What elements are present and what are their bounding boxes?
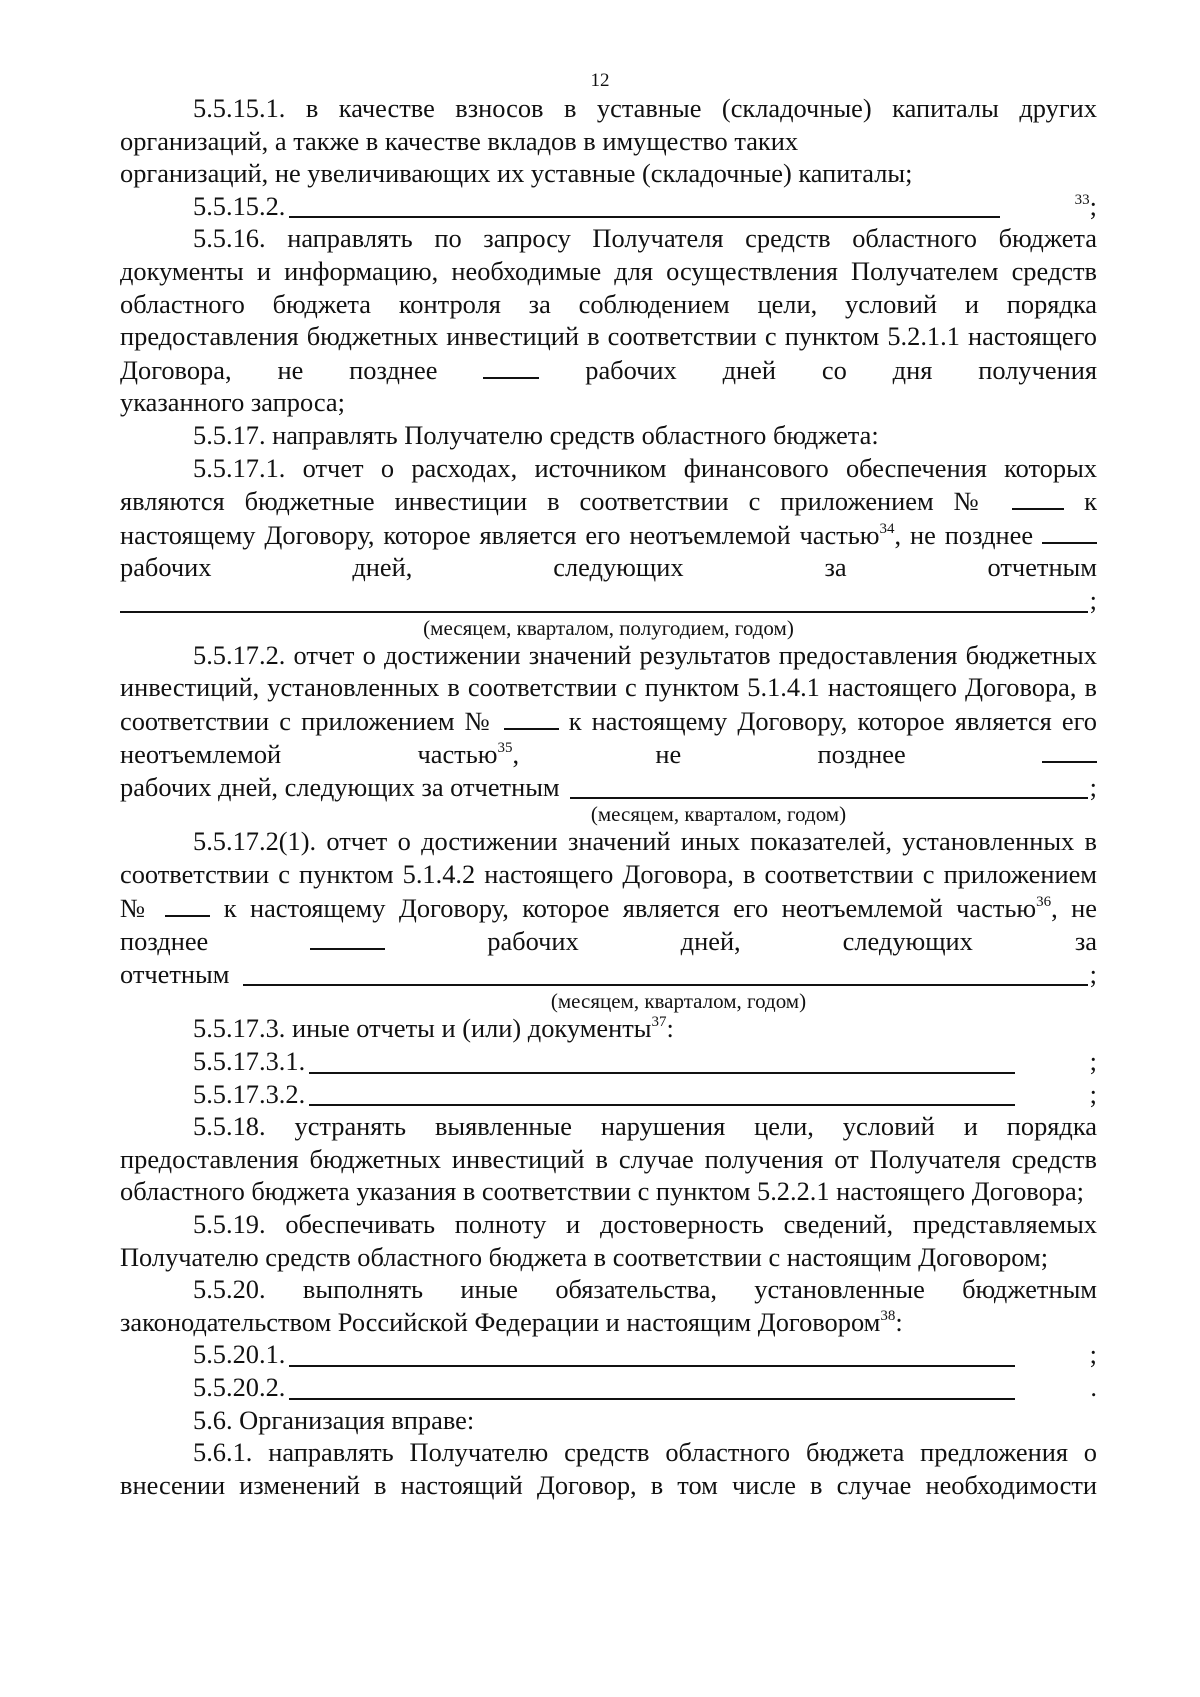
clause-5-5-17-3-2: 5.5.17.3.2. ; [193, 1078, 1097, 1109]
clause-5-5-17-1-period: ; [120, 584, 1097, 617]
clause-5-5-17: 5.5.17. направлять Получателю средств областного бюджета: [193, 419, 879, 450]
page-number: 12 [590, 70, 610, 91]
clause-5-5-17-1: 5.5.17.1. отчет о расходах, источником финансового обеспечения которых являются бюджетные инвестиции в соответствии с приложением № к настоящему Договору, которое является его неотъемлемой частью$^{34}$, не позднее рабочих дней, следующих за отчетным [120, 452, 1097, 583]
clause-5-5-17-2-1: 5.5.17.2(1). отчет о достижении значений иных показателей, установленных в соответствии с пунктом 5.1.4.2 настоящего Договора, в соответствии с приложением № к настоящему Договору, которое является его неотъемлемой частью$^{36}$, не позднее рабочих дней, следующих за [120, 826, 1097, 957]
footnote-ref: 35 [497, 740, 513, 757]
caption-period: (месяцем, кварталом, полугодием, годом) [423, 615, 794, 640]
clause-5-5-17-2-period: рабочих дней, следующих за отчетным ; [120, 771, 1097, 802]
clause-5-5-15-1: 5.5.15.1. в качестве взносов в уставные (складочные) капиталы других организаций, а также в качестве вкладов в имущество таких [120, 93, 1097, 156]
clause-5-5-17-3: 5.5.17.3. иные отчеты и (или) документы$^{37}$: [193, 1013, 674, 1044]
blank-days[interactable] [1042, 737, 1097, 763]
clause-5-5-20: 5.5.20. выполнять иные обязательства, установленные бюджетным законодательством Российской Федерации и настоящим Договором$^{38}$: [120, 1274, 1097, 1337]
blank-line[interactable] [289, 1340, 1014, 1367]
clause-5-6-1: 5.6.1. направлять Получателю средств областного бюджета предложения о внесении изменений в настоящий Договор, в том числе в случае необходимости [120, 1437, 1097, 1500]
blank-days[interactable] [310, 924, 385, 950]
blank-appendix-number[interactable] [1012, 484, 1064, 510]
footnote-ref: 36 [1036, 893, 1052, 910]
clause-5-5-16-end: указанного запроса; [120, 387, 345, 418]
blank-appendix-number[interactable] [504, 704, 559, 730]
footnote-ref: 38 [880, 1307, 896, 1324]
caption-period: (месяцем, кварталом, годом) [550, 989, 807, 1014]
blank-days[interactable] [483, 353, 539, 379]
blank-period[interactable] [243, 959, 1087, 986]
clause-5-5-17-3-1: 5.5.17.3.1. ; [193, 1046, 1097, 1077]
blank-period[interactable] [120, 586, 1088, 613]
footnote-ref: 34 [879, 520, 895, 537]
clause-5-5-19: 5.5.19. обеспечивать полноту и достоверность сведений, представляемых Получателю средств областного бюджета в соответствии с настоящим Договором; [120, 1209, 1097, 1272]
blank-line[interactable] [289, 191, 999, 218]
blank-line[interactable] [309, 1047, 1014, 1074]
clause-5-5-20-1: 5.5.20.1. ; [193, 1339, 1097, 1370]
clause-5-6: 5.6. Организация вправе: [193, 1404, 475, 1435]
caption-period: (месяцем, кварталом, годом) [590, 802, 847, 827]
blank-period[interactable] [570, 772, 1088, 799]
document-body [120, 92, 1097, 1501]
clause-5-5-17-2: 5.5.17.2. отчет о достижении значений результатов предоставления бюджетных инвестиций, установленных в соответствии с пунктом 5.1.4.1 настоящего Договора, в соответствии с приложением № к настоящему Договору, которое является его неотъемлемой частью$^{35}$, не позднее [120, 639, 1097, 770]
blank-days[interactable] [1042, 518, 1097, 544]
blank-line[interactable] [289, 1373, 1015, 1400]
clause-5-5-18: 5.5.18. устранять выявленные нарушения цели, условий и порядка предоставления бюджетных инвестиций в случае получения от Получателя средств областного бюджета указания в соответствии с пунктом 5.2.2.1 настоящего Договора; [120, 1111, 1097, 1207]
clause-5-5-20-2: 5.5.20.2. . [193, 1371, 1097, 1402]
blank-appendix-number[interactable] [165, 891, 210, 917]
clause-5-5-17-2-1-period: отчетным ; [120, 958, 1097, 989]
clause-5-5-15-1-end: организаций, не увеличивающих их уставные (складочные) капиталы; [120, 158, 913, 189]
blank-line[interactable] [309, 1079, 1014, 1106]
clause-5-5-16: 5.5.16. направлять по запросу Получателя средств областного бюджета документы и информацию, необходимые для осуществления Получателем средств областного бюджета контроля за соблюдением цели, условий и порядка предоставления бюджетных инвестиций в соответствии с пунктом 5.2.1.1 настоящего Договора, не позднее рабочих дней со дня получения [120, 223, 1097, 385]
clause-5-5-15-2: 5.5.15.2. $^{33}$; [193, 190, 1097, 221]
footnote-ref: 37 [651, 1014, 667, 1031]
footnote-ref: 33 [1074, 191, 1090, 208]
